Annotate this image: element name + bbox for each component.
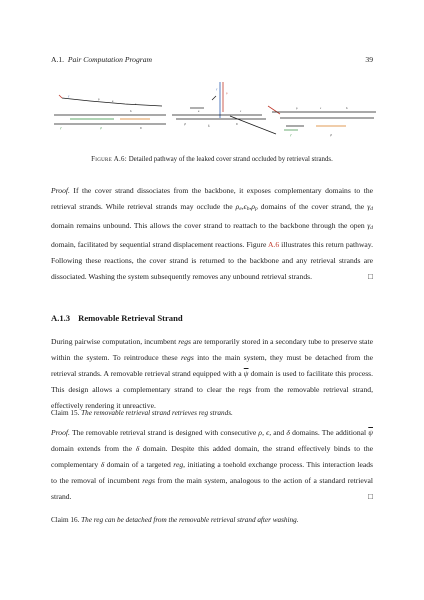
- svg-text:ϵ: ϵ: [320, 106, 322, 110]
- figure-reference-link[interactable]: A.6: [267, 239, 280, 249]
- svg-text:γ̄: γ̄: [290, 133, 292, 137]
- strand-pathway-figure: [40, 80, 384, 142]
- section-number: A.1.3: [51, 313, 71, 323]
- svg-text:γ̄: γ̄: [60, 126, 62, 130]
- figure-caption: [60, 155, 364, 164]
- page-number: 39: [365, 55, 373, 64]
- svg-text:ρ̄: ρ̄: [100, 126, 102, 130]
- running-header: [51, 55, 373, 67]
- proof-paragraph-1: Proof. If the cover strand dissociates from the backbone, it exposes complementary domains to the retrieval strands. While retrieval strands may occlude the ρe,ϵb,ρp domains of the cover strand, the γd domain remains unbound. This allows the cover strand to reattach to the backbone through the open γd domain, facilitated by sequential strand displacement reactions. Figure A.6 illustrates this return pathway. Following these reactions, the cover strand is returned to the backbone and any retrieval strands are dissociated. Washing the system subsequently removes any unbound retrieval strands. □: [51, 183, 373, 284]
- svg-text:e: e: [198, 109, 200, 113]
- claim-label: Claim 15.: [51, 409, 80, 417]
- proof-label: Proof.: [51, 186, 70, 195]
- svg-text:δ̄: δ̄: [236, 122, 238, 126]
- svg-text:ϵ: ϵ: [135, 102, 137, 106]
- svg-text:δ: δ: [346, 106, 348, 110]
- figure-panel-2: [172, 82, 276, 134]
- svg-text:ρ̄: ρ̄: [330, 133, 332, 137]
- proof-label: Proof.: [51, 428, 70, 437]
- svg-text:γ: γ: [68, 94, 70, 98]
- svg-text:ϵ: ϵ: [240, 109, 242, 113]
- svg-text:b̄: b̄: [208, 124, 210, 128]
- svg-text:ρ: ρ: [226, 91, 228, 95]
- section-title: Removable Retrieval Strand: [78, 313, 183, 323]
- claim-text: The removable retrieval strand retrieves reg strands.: [81, 409, 233, 417]
- header-section-number: A.1.: [51, 55, 65, 64]
- figure-caption-text: Detailed pathway of the leaked cover strand occluded by retrieval strands.: [128, 156, 333, 163]
- svg-text:ρ: ρ: [296, 106, 298, 110]
- svg-text:δ̄: δ̄: [140, 126, 142, 130]
- qed-symbol: □: [368, 491, 373, 501]
- svg-text:γ: γ: [216, 87, 218, 91]
- claim-label: Claim 16.: [51, 516, 80, 524]
- claim-16: [51, 514, 373, 526]
- figure-caption-label: Figure A.6:: [91, 156, 127, 163]
- svg-text:δ: δ: [130, 109, 132, 113]
- claim-text: The reg can be detached from the removable retrieval strand after washing.: [81, 516, 299, 524]
- qed-symbol: □: [368, 271, 373, 281]
- proof-paragraph-2: Proof. The removable retrieval strand is designed with consecutive ρ, ϵ, and δ domains. The additional $\overline{\psi}$ domain extends from the δ domain. Despite this added domain, the strand effectively binds to the complementary δ domain of a targeted reg, initiating a toehold exchange process. This interaction leads to the removal of incumbent regs from the main system, analogous to the action of a standard retrieval strand. □: [51, 425, 373, 505]
- figure-panel-1: [54, 94, 166, 130]
- header-section-title: Pair Computation Program: [67, 55, 152, 64]
- figure-panel-3: [268, 106, 376, 137]
- svg-text:ρ: ρ: [98, 97, 100, 101]
- svg-text:e: e: [112, 99, 114, 103]
- header-section: [51, 55, 152, 64]
- section-heading: [51, 313, 183, 323]
- svg-text:ρ̄: ρ̄: [184, 122, 186, 126]
- body-paragraph-2: During pairwise computation, incumbent regs are temporarily stored in a secondary tube to preserve state within the system. To reintroduce these regs into the main system, they must be detached from the retrieval strands. A removable retrieval strand equipped with a $\overline{\psi}$ domain is used to facilitate this process. This design allows a complementary strand to clear the regs from the removable retrieval strand, effectively rendering it unreactive.: [51, 337, 374, 410]
- claim-15: [51, 407, 373, 419]
